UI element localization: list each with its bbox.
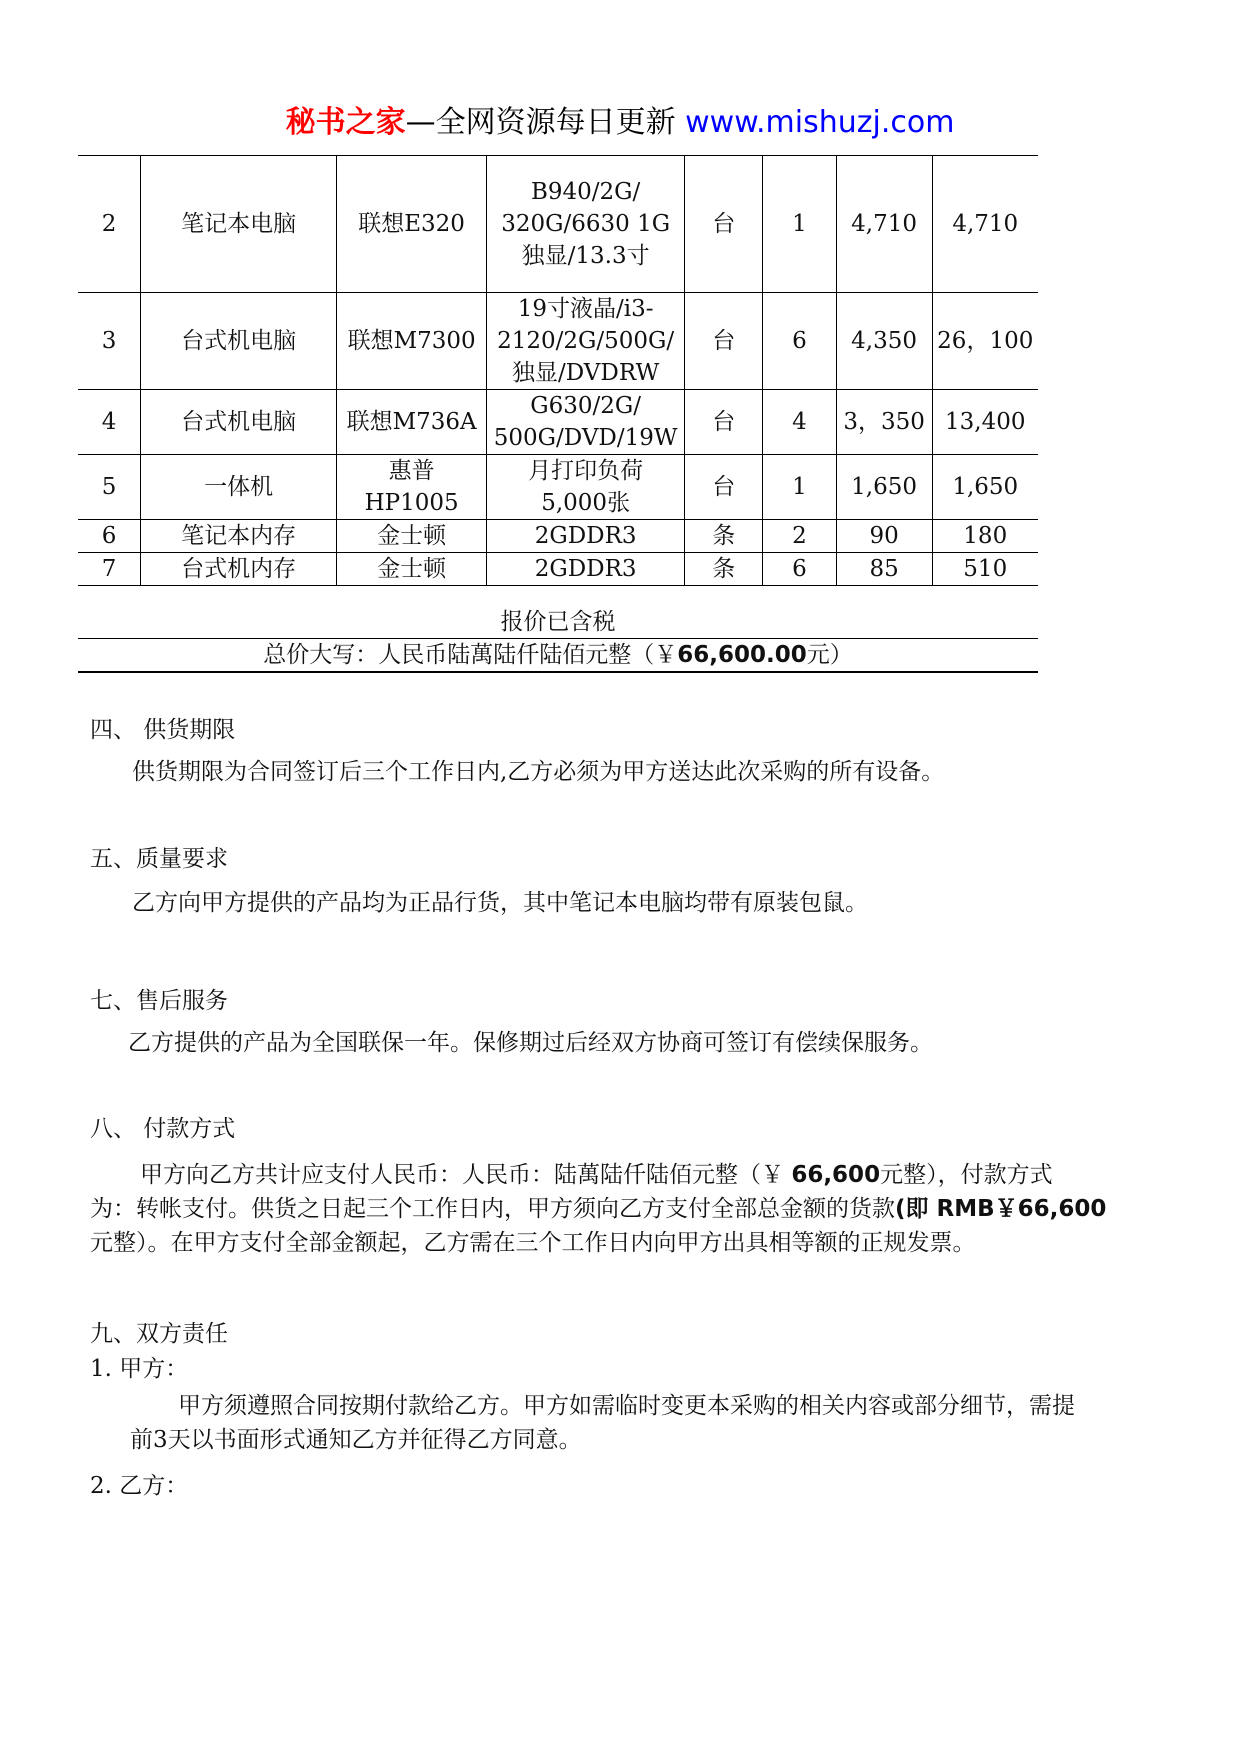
- item-unit-price: 4,350: [836, 293, 932, 390]
- site-banner: [0, 103, 1240, 143]
- item-name: 台式机电脑: [141, 390, 337, 455]
- table-row: [78, 520, 1038, 553]
- item-unit-price: 90: [836, 520, 932, 553]
- banner-slogan: —全网资源每日更新: [405, 105, 686, 140]
- item-name: 台式机内存: [141, 553, 337, 586]
- item-quantity: 1: [763, 156, 836, 293]
- table-row: [78, 293, 1038, 390]
- item-number: 7: [78, 553, 141, 586]
- item-quantity: 2: [763, 520, 836, 553]
- section-8-line-1-tail: 元整），付款方式: [880, 1162, 1053, 1188]
- item-spec: [487, 390, 685, 455]
- item-spec-line: 月打印负荷: [528, 458, 644, 484]
- section-7-body: 乙方提供的产品为全国联保一年。保修期过后经双方协商可签订有偿续保服务。: [128, 1030, 933, 1056]
- table-row: [78, 455, 1038, 520]
- item-unit-price: 4,710: [836, 156, 932, 293]
- item-quantity: 6: [763, 293, 836, 390]
- section-4-heading: 四、 供货期限: [90, 717, 236, 743]
- table-row: [78, 553, 1038, 586]
- item-number: 3: [78, 293, 141, 390]
- item-spec-line: 2GDDR3: [534, 523, 637, 549]
- item-spec-line: 独显/DVDRW: [512, 360, 660, 386]
- party-a-line-2: 前3天以书面形式通知乙方并征得乙方同意。: [130, 1427, 582, 1453]
- item-unit-price: 3，350: [836, 390, 932, 455]
- item-spec-line: B940/2G/: [530, 179, 641, 205]
- item-total: 13,400: [932, 390, 1038, 455]
- item-number: 6: [78, 520, 141, 553]
- item-brand: 金士顿: [337, 553, 487, 586]
- item-unit: 条: [685, 520, 763, 553]
- item-total: 180: [932, 520, 1038, 553]
- item-unit: 台: [685, 293, 763, 390]
- item-spec-line: 2120/2G/500G/: [497, 328, 675, 354]
- party-b-label: 2. 乙方：: [90, 1473, 189, 1499]
- table-row: [78, 390, 1038, 455]
- item-unit: 台: [685, 156, 763, 293]
- total-prefix: 总价大写：人民币陆萬陆仟陆佰元整（￥: [263, 642, 678, 668]
- section-4-body: 供货期限为合同签订后三个工作日内,乙方必须为甲方送达此次采购的所有设备。: [132, 759, 945, 785]
- item-total: 26，100: [932, 293, 1038, 390]
- item-spec: [487, 520, 685, 553]
- item-name: 笔记本内存: [141, 520, 337, 553]
- section-8-line-3: 元整）。在甲方支付全部金额起，乙方需在三个工作日内向甲方出具相等额的正规发票。: [90, 1230, 976, 1256]
- item-spec-line: 320G/6630 1G: [501, 211, 671, 237]
- item-total: 510: [932, 553, 1038, 586]
- section-5-heading: 五、质量要求: [90, 846, 228, 872]
- item-total: 1,650: [932, 455, 1038, 520]
- item-brand: 联想M7300: [337, 293, 487, 390]
- item-spec-line: 500G/DVD/19W: [493, 425, 678, 451]
- item-quantity: 6: [763, 553, 836, 586]
- total-suffix: 元）: [806, 642, 853, 668]
- item-name: 台式机电脑: [141, 293, 337, 390]
- item-spec-line: 2GDDR3: [534, 556, 637, 582]
- item-spec-line: G630/2G/: [530, 393, 642, 419]
- section-5-body: 乙方向甲方提供的产品均为正品行货，其中笔记本电脑均带有原装包鼠。: [132, 890, 868, 916]
- banner-url-link[interactable]: www.mishuzj.com: [685, 105, 955, 140]
- section-9-heading: 九、双方责任: [90, 1321, 228, 1347]
- item-unit: 台: [685, 455, 763, 520]
- equipment-table: [78, 155, 1038, 586]
- item-spec: [487, 553, 685, 586]
- section-8-amount: 66,600: [791, 1162, 881, 1188]
- banner-brand: 秘书之家: [285, 105, 406, 140]
- item-unit: 条: [685, 553, 763, 586]
- table-row: [78, 156, 1038, 293]
- tax-note: 报价已含税: [500, 609, 616, 635]
- item-brand: 联想E320: [337, 156, 487, 293]
- item-name: 一体机: [141, 455, 337, 520]
- party-a-line-1: 甲方须遵照合同按期付款给乙方。甲方如需临时变更本采购的相关内容或部分细节，需提: [178, 1393, 1075, 1419]
- item-spec: [487, 293, 685, 390]
- item-total: 4,710: [932, 156, 1038, 293]
- item-quantity: 1: [763, 455, 836, 520]
- item-number: 4: [78, 390, 141, 455]
- party-a-label: 1. 甲方：: [90, 1356, 189, 1382]
- total-amount: 66,600.00: [677, 642, 807, 668]
- item-spec: [487, 455, 685, 520]
- item-unit: 台: [685, 390, 763, 455]
- item-brand: 联想M736A: [337, 390, 487, 455]
- item-brand: 惠普 HP1005: [337, 455, 487, 520]
- section-8-line-2: [90, 1192, 1106, 1226]
- item-number: 2: [78, 156, 141, 293]
- item-spec-line: 独显/13.3寸: [521, 243, 650, 269]
- item-spec-line: 19寸液晶/i3-: [517, 296, 654, 322]
- section-8-line-1-text: 甲方向乙方共计应支付人民币：人民币：陆萬陆仟陆佰元整（￥: [140, 1162, 792, 1188]
- item-unit-price: 1,650: [836, 455, 932, 520]
- section-8-line-2-text: 为：转帐支付。供货之日起三个工作日内，甲方须向乙方支付全部总金额的货款: [90, 1196, 895, 1222]
- item-quantity: 4: [763, 390, 836, 455]
- section-8-rmb-amount: (即 RMB￥66,600: [895, 1196, 1107, 1222]
- total-price-line: [78, 638, 1038, 673]
- item-number: 5: [78, 455, 141, 520]
- section-7-heading: 七、售后服务: [90, 988, 228, 1014]
- item-spec-line: 5,000张: [541, 490, 631, 516]
- item-brand: 金士顿: [337, 520, 487, 553]
- item-name: 笔记本电脑: [141, 156, 337, 293]
- item-spec: [487, 156, 685, 293]
- item-unit-price: 85: [836, 553, 932, 586]
- section-8-line-1: [140, 1158, 1053, 1192]
- section-8-heading: 八、 付款方式: [90, 1116, 236, 1142]
